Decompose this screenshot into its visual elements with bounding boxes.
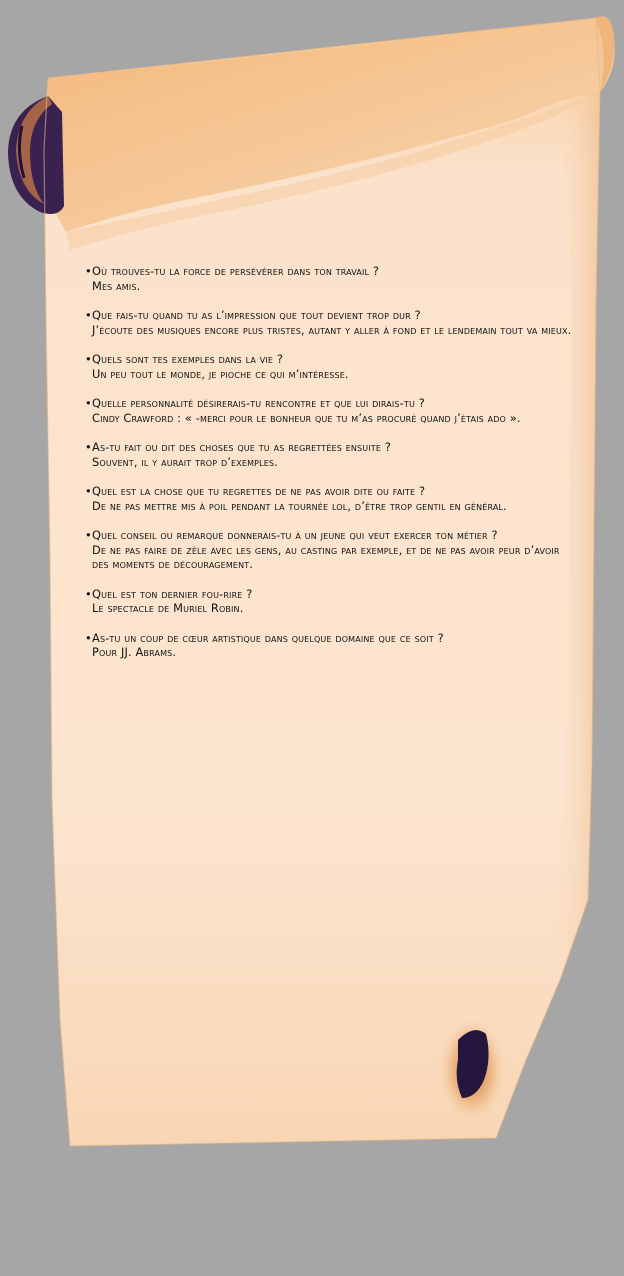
qa-item [86,587,576,616]
bullet-marker: • [85,352,92,366]
answer-text: De ne pas mettre mis à poil pendant la tournée lol, d’être trop gentil en général. [92,498,507,513]
question-text: • Quel est ton dernier fou-rire ? [85,586,253,601]
question-text: • Quel est la chose que tu regrettes de ne pas avoir dite ou faite ? [85,484,426,498]
question-text: • As-tu fait ou dit des choses que tu as regrettées ensuite ? [85,440,392,454]
interview-qa-list [86,264,576,675]
question-text: • Que fais-tu quand tu as l’impression que tout devient trop dur ? [85,308,421,322]
answer-text: Le spectacle de Muriel Robin. [92,601,244,615]
bullet-marker: • [85,308,92,322]
bullet-marker: • [85,396,92,410]
answer-text: De ne pas faire de zèle avec les gens, au casting par exemple, et de ne pas avoir peur d’avoir des moments de découragement. [92,542,560,571]
qa-item [86,484,576,513]
qa-item [86,396,576,425]
answer-text: Mes amis. [92,278,141,293]
answer-text: Pour JJ. Abrams. [92,645,177,659]
bullet-marker: • [85,440,92,454]
qa-item [86,308,576,337]
bullet-marker: • [85,630,92,645]
qa-item [86,440,576,469]
question-text: • Quels sont tes exemples dans la vie ? [85,352,284,366]
qa-item [86,352,576,381]
bullet-marker: • [85,484,92,498]
question-text: • As-tu un coup de cœur artistique dans quelque domaine que ce soit ? [85,630,444,645]
answer-text: Cindy Crawford : « -merci pour le bonheur que tu m’as procuré quand j’étais ado ». [92,410,521,425]
question-text: • Où trouves-tu la force de persévérer dans ton travail ? [85,264,380,278]
qa-item [86,264,576,293]
answer-text: Souvent, il y aurait trop d’exemples. [92,454,278,469]
qa-item [86,528,576,572]
qa-item [86,631,576,660]
bullet-marker: • [85,586,92,601]
bullet-marker: • [85,528,92,542]
question-text: • Quelle personnalité désirerais-tu rencontre et que lui dirais-tu ? [85,396,425,410]
bullet-marker: • [85,264,92,278]
answer-text: J’écoute des musiques encore plus tristes, autant y aller à fond et le lendemain tout va mieux. [92,322,572,337]
answer-text: Un peu tout le monde, je pioche ce qui m’intéresse. [92,366,349,381]
question-text: • Quel conseil ou remarque donnerais-tu à un jeune qui veut exercer ton métier ? [85,528,498,542]
